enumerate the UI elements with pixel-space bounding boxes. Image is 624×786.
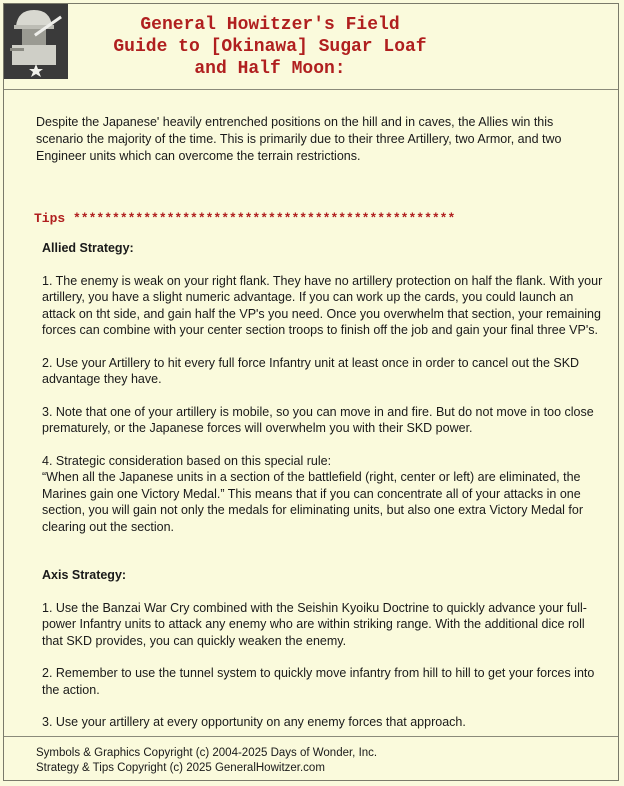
divider	[4, 736, 618, 737]
page-title	[70, 14, 470, 80]
allied-strategy	[42, 240, 607, 535]
copyright-line: Symbols & Graphics Copyright (c) 2004-2025 Days of Wonder, Inc.	[36, 747, 378, 759]
axis-tip: 3. Use your artillery at every opportunity on any enemy forces that approach.	[42, 715, 466, 729]
allied-tip: 1. The enemy is weak on your right flank. They have no artillery protection on half the flank. With your artillery, you have a slight numeric advantage. If you can work up the cards, you could launch an attack on tht side, and gain half the VP's you need. Once you overwhelm that section, your remaining forces can combine with your center section troops to finish off the job and gain your final three VP's.	[42, 273, 603, 337]
copyright-line: Strategy & Tips Copyright (c) 2025 GeneralHowitzer.com	[36, 761, 325, 774]
title-line: Guide to [Okinawa] Sugar Loaf	[113, 37, 427, 57]
allied-tip: 4. Strategic consideration based on this special rule:	[42, 453, 332, 468]
allied-tip: 3. Note that one of your artillery is mobile, so you can move in and fire. But do not move in too close prematurely, or the Japanese forces will overwhelm you with their SKD power.	[42, 404, 594, 435]
axis-strategy	[42, 567, 607, 731]
allied-tip: 2. Use your Artillery to hit every full force Infantry unit at least once in order to cancel out the SKD advantage they have.	[42, 355, 580, 386]
divider	[4, 89, 618, 90]
title-line: and Half Moon:	[194, 59, 346, 79]
footer	[36, 746, 377, 775]
intro-paragraph: Despite the Japanese' heavily entrenched positions on the hill and in caves, the Allies win this scenario the majority of the time. This is primarily due to their three Artillery, two Armor, and two Engineer units which can overcome the terrain restrictions.	[36, 115, 562, 163]
axis-tip: 2. Remember to use the tunnel system to quickly move infantry from hill to hill to get your forces into the action.	[42, 666, 595, 697]
spacer	[42, 551, 607, 567]
strategy-content	[42, 240, 607, 747]
guide-page	[3, 3, 619, 781]
title-line: General Howitzer's Field	[140, 15, 400, 35]
soldier-logo-icon	[4, 4, 68, 79]
axis-tip: 1. Use the Banzai War Cry combined with the Seishin Kyoiku Doctrine to quickly advance your full-power Infantry units to attack any enemy who are within striking range. With the additional dice roll that SKD provides, you can quickly weaken the enemy.	[42, 600, 587, 648]
axis-strategy-heading: Axis Strategy:	[42, 568, 127, 582]
allied-strategy-heading: Allied Strategy:	[42, 241, 134, 255]
tips-heading: Tips *************************************************	[34, 211, 456, 226]
allied-tip-quote: “When all the Japanese units in a section of the battlefield (right, center or left) are eliminated, the Marines gain one Victory Medal.” This means that if you can concentrate all of your attacks in one section, you will gain not only the medals for eliminating units, but also one extra Victory Medal for clearing out the section.	[42, 470, 584, 534]
